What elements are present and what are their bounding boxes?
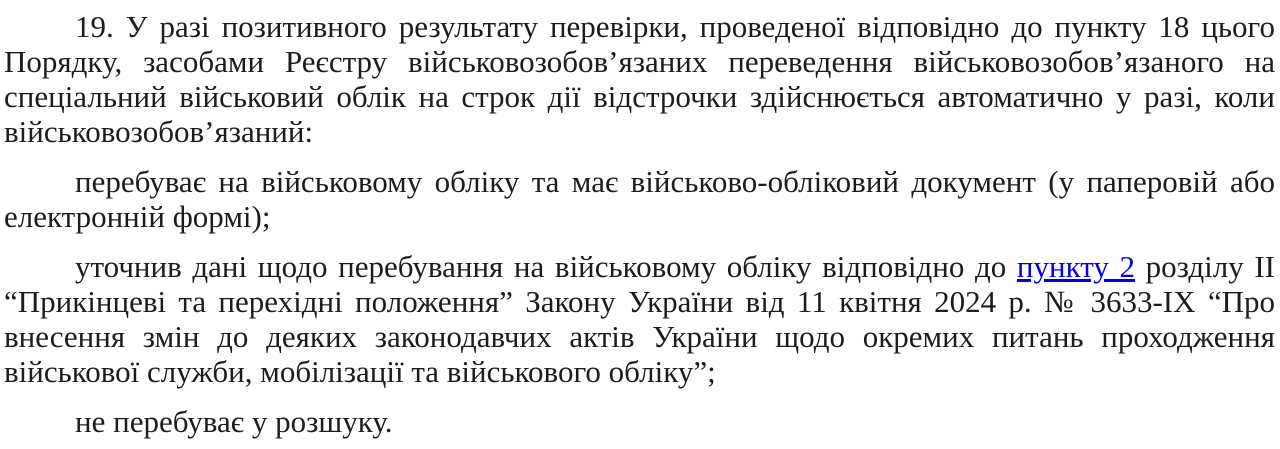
text-run: не перебуває у розшуку. [75,404,393,439]
paragraph-condition-updated-data [4,249,1275,389]
text-run: перебуває на військовому обліку та має військово-обліковий документ (у паперовій або електронній формі); [4,164,1275,234]
paragraph-19-intro [4,9,1275,149]
text-run: розділу II “Прикінцеві та перехідні положення” Закону України від 11 квітня 2024 р. № 3633-IX “Про внесення змін до деяких законодавчих актів України щодо окремих питань проходження військової служби, мобілізації та військового обліку”; [4,249,1275,389]
paragraph-condition-not-wanted [4,404,1275,439]
document-text [4,9,1275,439]
link-punktu-2[interactable]: пункту 2 [1016,249,1136,284]
text-run: 19. У разі позитивного результату перевірки, проведеної відповідно до пункту 18 цього Порядку, засобами Реєстру військовозобов’язаних переведення військовозобов’язаного на спеціальний військовий облік на строк дії відстрочки здійснюється автоматично у разі, коли військовозобов’язаний: [4,9,1275,149]
text-run: уточнив дані щодо перебування на військовому обліку відповідно до [75,249,1017,284]
paragraph-condition-military-record [4,164,1275,234]
